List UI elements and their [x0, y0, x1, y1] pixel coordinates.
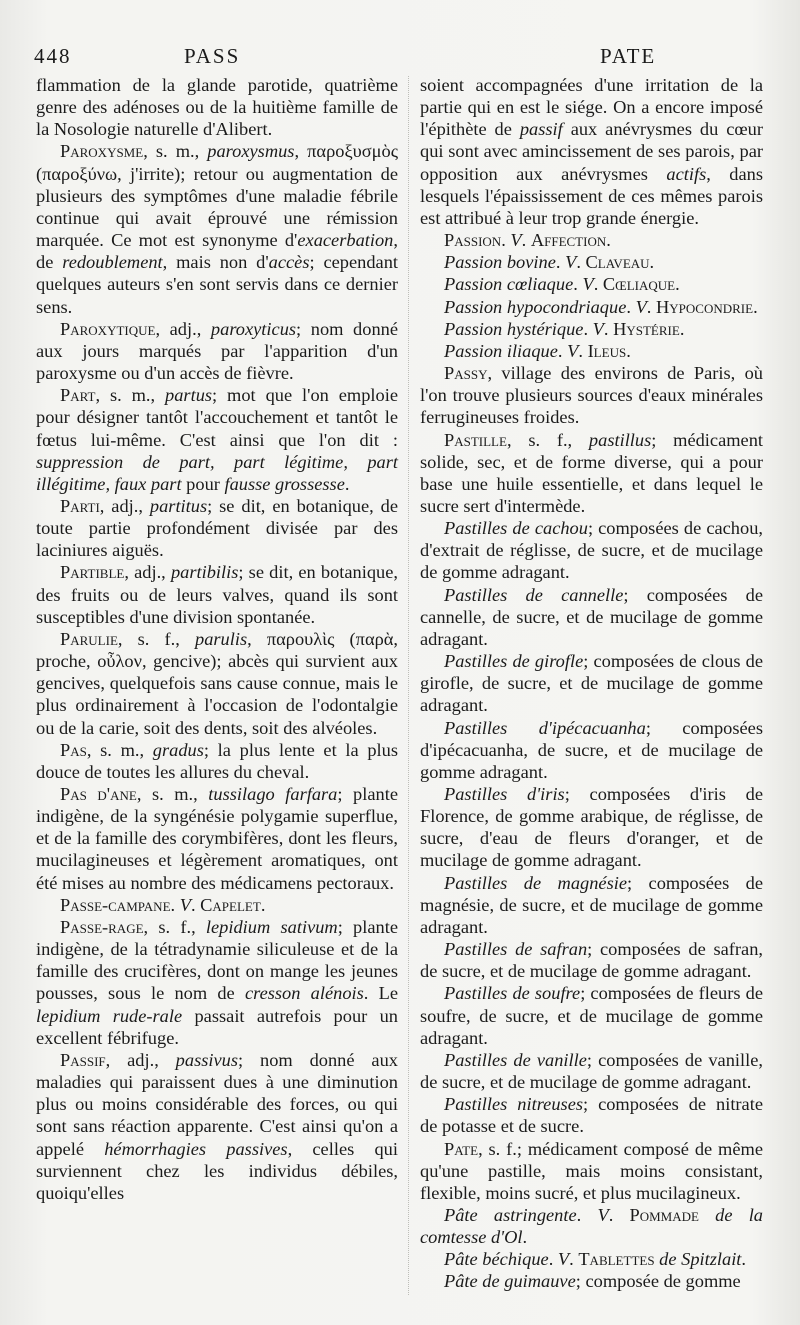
headword: Parulie [60, 628, 118, 649]
entry-text: soient accompagnées d'une irritation de la partie qui en est le siége. On a encore imposé l'épithète de [420, 75, 763, 140]
italic-term: paroxysmus [207, 141, 295, 162]
dictionary-entry [36, 384, 398, 495]
entry-text: ; se dit, en botanique, de toute partie profondément divisée par des laciniures aiguës. [36, 495, 398, 561]
headword: Pommade [629, 1204, 699, 1225]
dictionary-entry [420, 318, 763, 340]
entry-text: ; composées de magnésie, de sucre, et de mucilage de gomme adragant. [420, 872, 763, 937]
italic-term: Passion hypocondriaque [444, 296, 627, 317]
headword: Claveau [585, 252, 650, 273]
italic-term: Pastilles de cannelle [444, 584, 624, 605]
dictionary-entry [420, 1049, 763, 1093]
entry-text: aux anévrysmes du cœur qui sont avec amincissement de ses parois, par opposition aux anévrysmes [420, 119, 763, 184]
entry-text: flammation de la glande parotide, quatrième genre des adénoses ou de la huitième famille de la Nosologie naturelle d'Alibert. [36, 75, 398, 140]
italic-term: suppression de part, part légitime, part illégitime, faux part [36, 451, 398, 494]
entry-text: . [741, 1249, 747, 1270]
italic-term: Passion hystérique [444, 318, 584, 339]
dictionary-entry [36, 140, 398, 317]
dictionary-entry [420, 340, 763, 362]
dictionary-entry [420, 783, 763, 872]
entry-text: , adj., [105, 1049, 176, 1070]
entry-text: . [548, 1249, 558, 1270]
dictionary-entry [420, 1248, 763, 1270]
entry-text: . [606, 230, 611, 251]
entry-text: . [593, 274, 603, 295]
italic-term: Pastilles de vanille [444, 1049, 587, 1070]
italic-term: Pastilles de magnésie [444, 872, 627, 893]
entry-text: , de [36, 230, 398, 273]
italic-term: fausse grossesse [224, 473, 345, 494]
italic-term: Pâte astringente [444, 1204, 577, 1225]
entry-text: . [608, 1204, 630, 1225]
italic-term: V [565, 252, 577, 273]
entry-text: . [603, 318, 614, 339]
entry-text: , s. m., [95, 385, 166, 406]
dictionary-entry [36, 739, 398, 783]
italic-term: Pastilles de girofle [444, 651, 584, 672]
headword: Paroxysme [60, 141, 144, 162]
entry-text: , s. m., [143, 141, 208, 162]
entry-text: ; la plus lente et la plus douce de toutes les allures du cheval. [36, 739, 398, 782]
entry-text: , παροξυσμὸς (παροξύνω, j'irrite); retour ou augmentation de plusieurs des symptômes d'une maladie fébrile continue qui avait éprouvé une rémission marquée. Ce mot est synonyme d' [36, 141, 398, 251]
italic-term: actifs [666, 163, 707, 184]
entry-text: ; composées d'iris de Florence, de gomme arabique, de réglisse, de sucre, d'eau de fleurs d'oranger, et de mucilage de gomme adragant. [420, 784, 763, 871]
column-divider [408, 76, 409, 1295]
running-header [34, 44, 770, 72]
entry-text: . [626, 340, 631, 361]
entry-text: ; composées de safran, de sucre, et de mucilage de gomme adragant. [420, 939, 763, 982]
italic-term: Pâte béchique [444, 1249, 549, 1270]
entry-text: , s. f., [506, 429, 589, 450]
dictionary-entry [420, 273, 763, 295]
dictionary-entry [36, 74, 398, 140]
headword: Ileus [587, 340, 627, 361]
italic-term: Pastilles de soufre [444, 983, 581, 1004]
entry-text [699, 1205, 715, 1225]
entry-text: . [344, 473, 350, 494]
italic-term: Pastilles de safran [444, 939, 588, 960]
dictionary-entry [36, 495, 398, 561]
entry-text: ; se dit, en botanique, des fruits ou de leurs valves, quand ils sont susceptibles d'une division spontanée. [36, 562, 398, 627]
entry-text: ; composées d'ipécacuanha, de sucre, et de mucilage de gomme adragant. [420, 717, 763, 782]
dictionary-entry [420, 1093, 763, 1137]
italic-term: partus [165, 385, 213, 406]
entry-text: , village des environs de Paris, où l'on trouve plusieurs sources d'eaux minérales ferrugineuses froides. [420, 363, 763, 428]
italic-term: Pastilles d'iris [444, 784, 565, 804]
dictionary-entry [420, 429, 763, 518]
italic-term: Passion bovine [444, 252, 556, 273]
entry-text: . [675, 274, 680, 295]
entry-text: , mais non d' [162, 252, 269, 273]
headword: Parti [60, 495, 100, 516]
entry-text: . [557, 340, 568, 361]
headword: Partible [60, 562, 125, 583]
italic-term: lepidium sativum [205, 916, 338, 937]
italic-term: partitus [149, 495, 208, 516]
entry-text: ; nom donné aux jours marqués par l'apparition d'un paroxysme ou d'un accès de fièvre. [36, 318, 398, 384]
dictionary-entry [420, 650, 763, 716]
headword: Pas d'ane [60, 784, 137, 804]
entry-text: . [576, 1204, 598, 1225]
entry-text: . [578, 340, 588, 361]
italic-term: de Spitzlait [659, 1249, 742, 1270]
headword: Passion [444, 230, 502, 251]
headword: Pate [444, 1138, 479, 1159]
dictionary-entry [36, 1049, 398, 1204]
entry-text: ; cependant quelques auteurs s'en sont servis dans ce dernier sens. [36, 252, 398, 317]
entry-text: ; mot que l'on emploie pour désigner tantôt l'accouchement et tantôt le fœtus lui-même. C'est ainsi que l'on dit : [36, 385, 398, 450]
left-running-head: PASS [184, 44, 241, 68]
entry-text: , adj., [124, 562, 171, 583]
entry-text: ; plante indigène, de la syngénésie polygamie superflue, et de la famille des corymbifères, dont les fleurs, mucilagineuses et légèrement aromatiques, ont été mises au nombre des médicamens pectoraux. [36, 784, 398, 893]
dictionary-entry [36, 916, 398, 1049]
italic-term: lepidium rude-rale [36, 1005, 183, 1026]
italic-term: accès [268, 252, 310, 273]
italic-term: V [557, 1249, 570, 1270]
entry-text: . [522, 1227, 528, 1248]
dictionary-entry [420, 1204, 763, 1248]
entry-text: . [573, 274, 583, 295]
italic-term: V [179, 894, 191, 915]
dictionary-entry [420, 938, 763, 982]
dictionary-entry [420, 229, 763, 251]
entry-text: ; composées de clous de girofle, de sucre, et de mucilage de gomme adragant. [420, 651, 763, 716]
entry-text: ; médicament solide, sec, et de forme diverse, qui a pour base une huile essentielle, et dans lequel le sucre sert d'intermède. [420, 429, 764, 516]
entry-text: . [679, 318, 685, 339]
dictionary-entry [420, 251, 763, 273]
italic-term: de la comtesse d'Ol [420, 1204, 763, 1248]
entry-text: ; composées de cachou, d'extrait de réglisse, de sucre, et de mucilage de gomme adragant. [420, 518, 763, 583]
italic-term: Passion iliaque [444, 340, 558, 361]
entry-text: ; composées de fleurs de soufre, de sucre, et de mucilage de gomme adragant. [420, 983, 763, 1048]
italic-term: hémorrhagies passives [104, 1138, 288, 1159]
dictionary-entry [420, 74, 763, 229]
left-column [36, 74, 398, 1204]
entry-text: pour [181, 473, 225, 494]
entry-text: , s. f., [117, 628, 195, 649]
italic-term: V [597, 1204, 609, 1225]
page-number: 448 [34, 44, 72, 68]
italic-term: Pastilles d'ipécacuanha [444, 717, 646, 738]
italic-term: gradus [152, 739, 204, 760]
italic-term: Passion cœliaque [444, 274, 574, 295]
entry-text: . [576, 252, 586, 273]
headword: Pas [60, 739, 87, 760]
entry-text: ; nom donné aux maladies qui paraissent dues à une diminution plus ou moins considérable des forces, ou qui sont sans réaction apparente. C'est ainsi qu'on a appelé [36, 1049, 398, 1159]
entry-text: passait autrefois pour un excellent fébrifuge. [36, 1005, 398, 1048]
entry-text: . [555, 252, 566, 273]
entry-text: , s. f.; médicament composé de même qu'une pastille, mais moins consistant, flexible, moins sucré, et plus mucilagineux. [420, 1138, 763, 1203]
entry-text: , dans lesquels l'épaississement de ces mêmes parois est attribué à leur trop grande énergie. [420, 163, 763, 228]
headword: Passif [60, 1049, 106, 1070]
right-running-head: PATE [600, 44, 657, 68]
dictionary-entry [36, 318, 398, 384]
dictionary-entry [36, 783, 398, 894]
entry-text: . [753, 296, 758, 317]
dictionary-entry [420, 982, 763, 1048]
italic-term: V [510, 230, 522, 251]
italic-term: V [567, 340, 579, 361]
italic-term: cresson alénois [244, 983, 364, 1004]
entry-text: . [569, 1249, 579, 1270]
entry-text: ; plante indigène, de la tétradynamie siliculeuse et de la famille des crucifères, dont on mange les jeunes pousses, sous le nom de [36, 916, 398, 1004]
italic-term: V [582, 274, 594, 295]
headword: Hypocondrie [656, 296, 754, 317]
entry-text: , παρουλὶς (παρὰ, proche, οὖλον, gencive); abcès qui survient aux gencives, quelquefois sans cause connue, mais le plus ordinairement à l'occasion de l'odontalgie ou de la carie, soit des dents, soit des alvéoles. [36, 628, 399, 738]
entry-text: ; composées de cannelle, de sucre, et de mucilage de gomme adragant. [420, 584, 763, 649]
entry-text: . [260, 894, 266, 915]
dictionary-entry [420, 717, 763, 783]
entry-text: , s. f., [143, 916, 206, 937]
entry-text: , adj., [155, 318, 211, 339]
entry-text: ; composées de nitrate de potasse et de sucre. [420, 1094, 763, 1137]
dictionary-entry [36, 561, 398, 627]
italic-term: redoublement [62, 252, 163, 273]
italic-term: passif [519, 119, 563, 140]
headword: Passy [444, 363, 488, 384]
italic-term: paroxyticus [210, 318, 297, 339]
headword: Tablettes [578, 1249, 655, 1270]
entry-text: , adj., [99, 495, 150, 516]
headword: Cœliaque [602, 274, 676, 295]
headword: Part [60, 385, 96, 406]
dictionary-entry [420, 296, 763, 318]
headword: Passe-campane [60, 894, 171, 915]
entry-text: . [501, 230, 511, 251]
entry-text: . [626, 296, 636, 317]
right-column [420, 74, 763, 1293]
italic-term: exacerbation [297, 230, 394, 251]
entry-text: ; composée de gomme [575, 1271, 741, 1292]
dictionary-entry [420, 584, 763, 650]
entry-text: . [583, 318, 593, 339]
dictionary-entry [36, 628, 398, 739]
italic-term: partibilis [170, 562, 239, 583]
dictionary-entry [420, 872, 763, 938]
headword: Pastille [444, 429, 507, 450]
entry-text: . [646, 296, 656, 317]
headword: Affection [530, 230, 607, 251]
headword: Passe-rage [60, 916, 144, 937]
entry-text: . [190, 894, 201, 915]
entry-text: , s. m., [86, 739, 153, 760]
italic-term: tussilago farfara [208, 784, 338, 804]
headword: Capelet [200, 894, 261, 915]
entry-text: , celles qui surviennent chez les individus débiles, quoiqu'elles [36, 1138, 398, 1203]
italic-term: pastillus [588, 429, 652, 450]
dictionary-entry [420, 517, 763, 583]
italic-term: parulis [195, 628, 248, 649]
headword: Paroxytique [60, 318, 156, 339]
entry-text: . [521, 230, 531, 251]
dictionary-entry [420, 1138, 763, 1204]
entry-text: ; composées de vanille, de sucre, et de mucilage de gomme adragant. [420, 1049, 763, 1093]
entry-text: . [170, 894, 180, 915]
italic-term: V [635, 296, 647, 317]
dictionary-entry [420, 1270, 763, 1292]
entry-text: , s. m., [136, 784, 209, 804]
entry-text: . [649, 252, 655, 273]
italic-term: Pastilles nitreuses [444, 1094, 584, 1115]
italic-term: V [592, 318, 604, 339]
dictionary-entry [420, 362, 763, 428]
dictionary-entry [36, 894, 398, 916]
italic-term: Pâte de guimauve [444, 1271, 576, 1292]
italic-term: Pastilles de cachou [444, 518, 588, 539]
italic-term: passivus [175, 1049, 239, 1070]
headword: Hystérie [613, 318, 680, 339]
entry-text: . Le [363, 983, 399, 1004]
